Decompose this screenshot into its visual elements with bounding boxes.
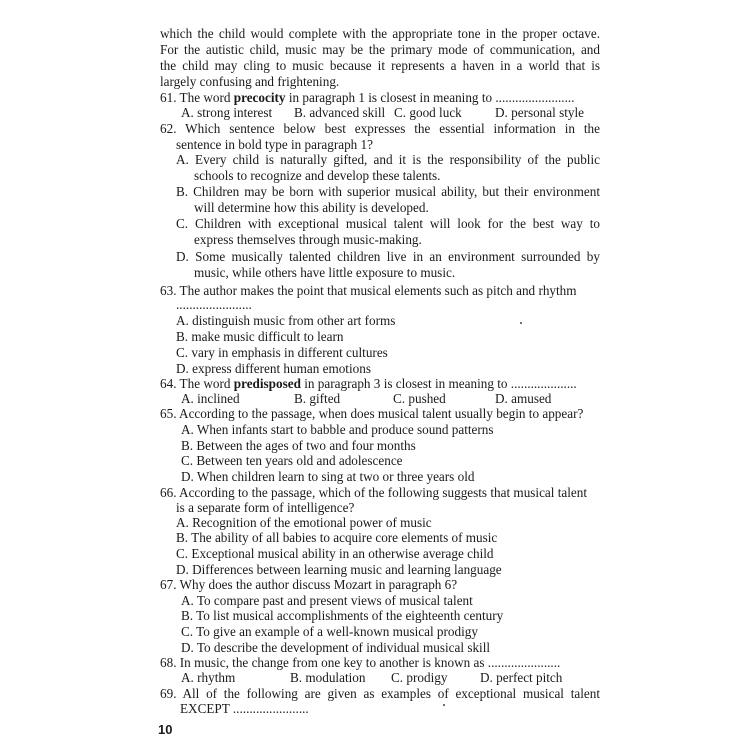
q62-option-c-cont: express themselves through music-making. — [194, 232, 422, 247]
question-62-stem-cont: sentence in bold type in paragraph 1? — [176, 137, 374, 152]
q63-option-c[interactable]: C. vary in emphasis in different cultures — [176, 345, 388, 360]
q61-option-c[interactable]: C. good luck — [394, 105, 462, 120]
q62-option-c[interactable]: C. Children with exceptional musical talent will look for the best way to — [176, 216, 600, 231]
q61-option-d[interactable]: D. personal style — [495, 105, 584, 120]
passage-line: the child may cling to music because it represents a haven in a world that is — [160, 58, 600, 73]
q61-option-b[interactable]: B. advanced skill — [294, 105, 386, 120]
question-63-blank: ....................... — [176, 297, 252, 312]
q65-option-c[interactable]: C. Between ten years old and adolescence — [181, 453, 403, 468]
question-65-stem: 65. According to the passage, when does musical talent usually begin to appear? — [160, 406, 584, 421]
q65-option-a[interactable]: A. When infants start to babble and produce sound patterns — [181, 422, 494, 437]
q64-option-c[interactable]: C. pushed — [393, 391, 446, 406]
question-67-stem: 67. Why does the author discuss Mozart in paragraph 6? — [160, 577, 458, 592]
question-63-stem: 63. The author makes the point that musical elements such as pitch and rhythm — [160, 283, 577, 298]
q66-option-d[interactable]: D. Differences between learning music and learning language — [176, 562, 502, 577]
question-66-stem-cont: is a separate form of intelligence? — [176, 500, 355, 515]
question-61-stem: 61. The word precocity in paragraph 1 is closest in meaning to ........................ — [160, 90, 575, 105]
q64-option-b[interactable]: B. gifted — [294, 391, 341, 406]
q63-option-a[interactable]: A. distinguish music from other art forms — [176, 313, 396, 328]
question-68-stem: 68. In music, the change from one key to another is known as ...................... — [160, 655, 561, 670]
scan-speck — [443, 704, 445, 706]
q62-option-d[interactable]: D. Some musically talented children live in an environment surrounded by — [176, 249, 600, 264]
q62-option-a[interactable]: A. Every child is naturally gifted, and it is the responsibility of the public — [176, 152, 600, 167]
q67-option-b[interactable]: B. To list musical accomplishments of the eighteenth century — [181, 608, 504, 623]
keyword-precocity: precocity — [233, 90, 286, 105]
q61-option-a[interactable]: A. strong interest — [181, 105, 273, 120]
scan-speck — [520, 322, 522, 324]
q68-option-b[interactable]: B. modulation — [290, 670, 366, 685]
q67-option-c[interactable]: C. To give an example of a well-known musical prodigy — [181, 624, 478, 639]
question-69-stem: 69. All of the following are given as examples of exceptional musical talent — [160, 686, 600, 701]
keyword-predisposed: predisposed — [233, 376, 301, 391]
q62-option-b-cont: will determine how this ability is developed. — [194, 200, 429, 215]
q68-option-d[interactable]: D. perfect pitch — [480, 670, 563, 685]
q66-option-a[interactable]: A. Recognition of the emotional power of music — [176, 515, 432, 530]
q65-option-d[interactable]: D. When children learn to sing at two or three years old — [181, 469, 475, 484]
q68-option-a[interactable]: A. rhythm — [181, 670, 236, 685]
page-number: 10 — [158, 722, 173, 737]
passage-line: which the child would complete with the appropriate tone in the proper octave. — [160, 26, 600, 41]
question-69-stem-cont: EXCEPT ....................... — [180, 701, 309, 716]
passage-line: largely confusing and frightening. — [160, 74, 340, 89]
passage-line: For the autistic child, music may be the primary mode of communication, and — [160, 42, 600, 57]
q64-option-d[interactable]: D. amused — [495, 391, 552, 406]
question-66-stem: 66. According to the passage, which of the following suggests that musical talent — [160, 485, 588, 500]
q62-option-b[interactable]: B. Children may be born with superior musical ability, but their environment — [176, 184, 600, 199]
q62-option-a-cont: schools to recognize and develop these talents. — [194, 168, 441, 183]
q67-option-d[interactable]: D. To describe the development of individual musical skill — [181, 640, 491, 655]
question-62-stem: 62. Which sentence below best expresses the essential information in the — [160, 121, 600, 136]
q66-option-c[interactable]: C. Exceptional musical ability in an otherwise average child — [176, 546, 494, 561]
q63-option-d[interactable]: D. express different human emotions — [176, 361, 371, 376]
q68-option-c[interactable]: C. prodigy — [391, 670, 448, 685]
q65-option-b[interactable]: B. Between the ages of two and four months — [181, 438, 416, 453]
q62-option-d-cont: music, while others have little exposure to music. — [194, 265, 456, 280]
q66-option-b[interactable]: B. The ability of all babies to acquire core elements of music — [176, 530, 498, 545]
question-64-stem: 64. The word predisposed in paragraph 3 is closest in meaning to .................... — [160, 376, 577, 391]
q63-option-b[interactable]: B. make music difficult to learn — [176, 329, 344, 344]
q64-option-a[interactable]: A. inclined — [181, 391, 240, 406]
q67-option-a[interactable]: A. To compare past and present views of musical talent — [181, 593, 473, 608]
